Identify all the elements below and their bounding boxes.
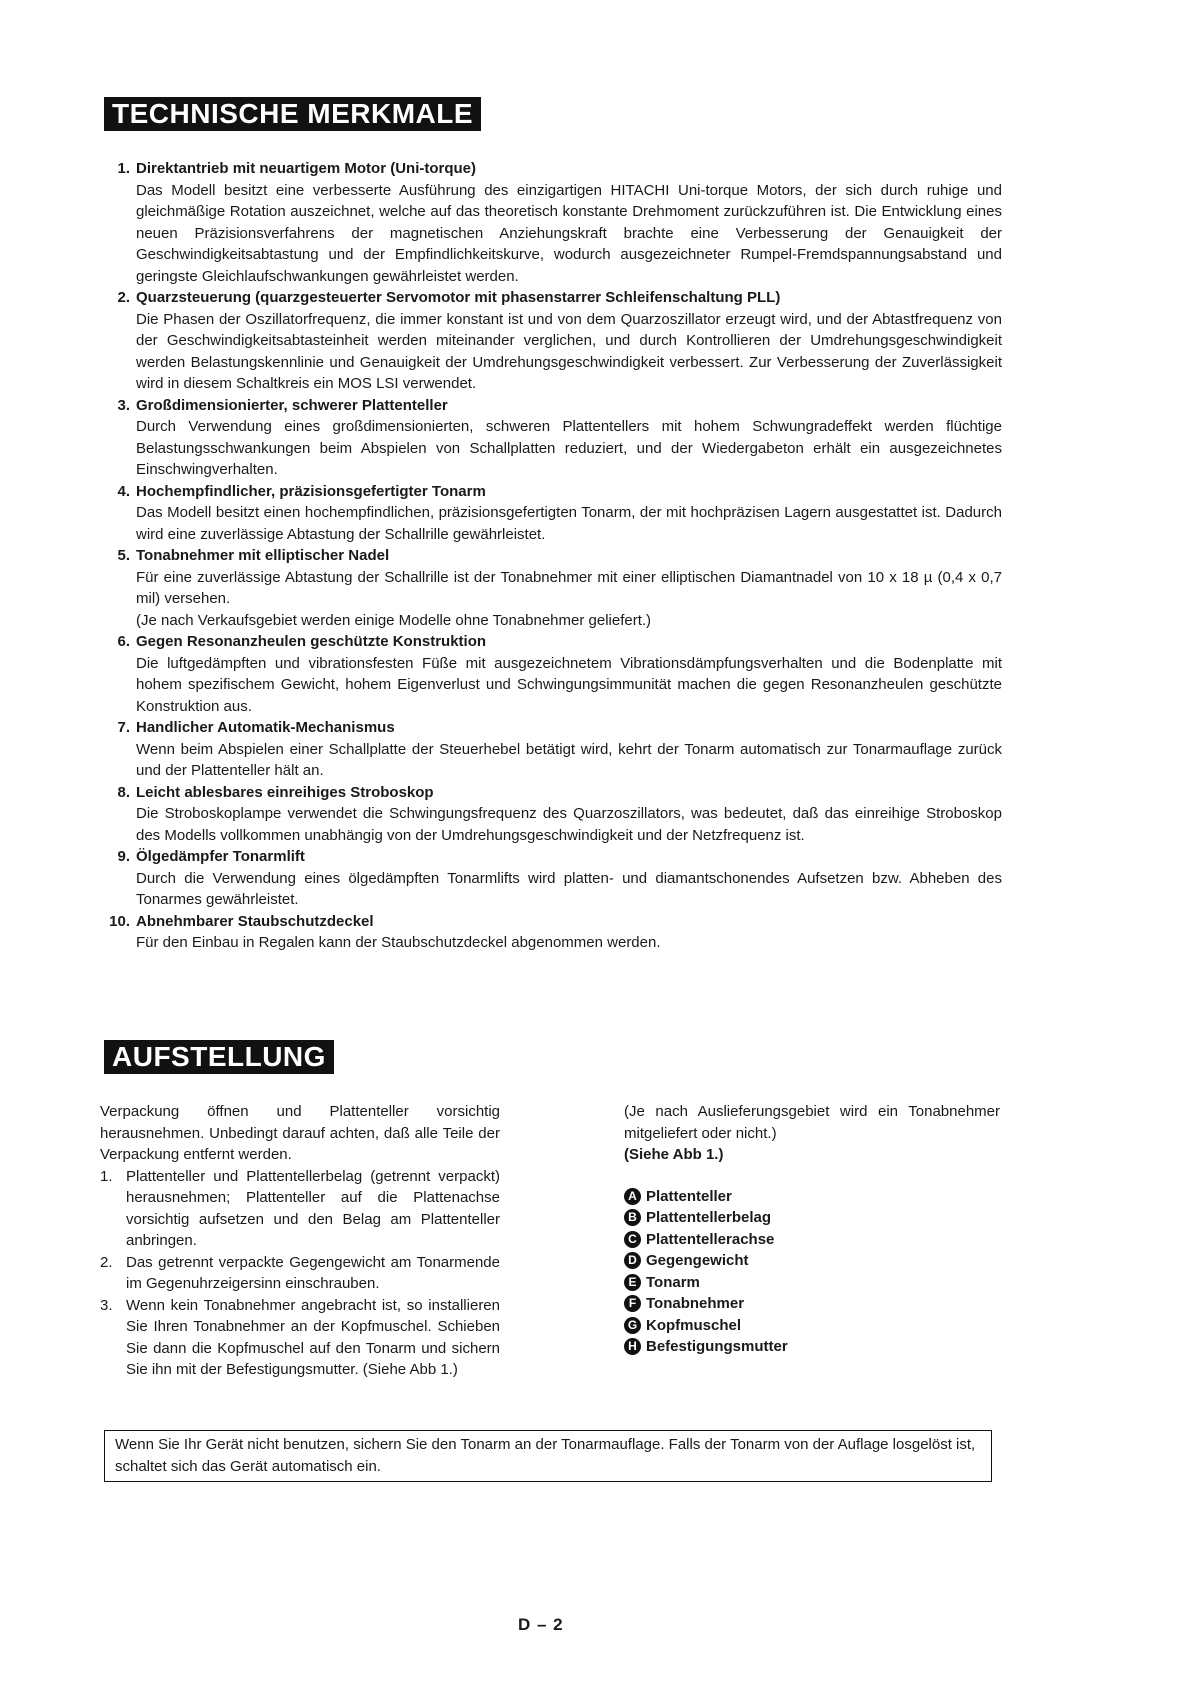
page-number: D – 2: [518, 1615, 564, 1634]
part-label: Plattentellerbelag: [646, 1209, 772, 1226]
feature-text: Durch Verwendung eines großdimensionierten, schweren Plattentellers mit hohem Schwungradeffekt werden flüchtige Belastungsschwankungen beim Abspielen von Schallplatten reduziert, und der Wiedergabeton erhält ein ausgezeichnetes Einschwingverhalten.: [136, 418, 1002, 478]
feature-text: Das Modell besitzt einen hochempfindlichen, präzisionsgefertigten Tonarm, der mit hochpräzisen Lagern ausgestattet ist. Dadurch wird eine zuverlässige Abtastung der Schallrille gewährleistet.: [136, 504, 1002, 543]
feature-text: Für den Einbau in Regalen kann der Staubschutzdeckel abgenommen werden.: [136, 934, 661, 951]
feature-item: [104, 911, 1002, 954]
setup-step: [100, 1252, 500, 1295]
feature-item: [104, 395, 1002, 481]
heading-aufstellung: AUFSTELLUNG: [104, 1040, 334, 1074]
letter-d-badge-icon: D: [624, 1252, 641, 1269]
figure-reference: (Siehe Abb 1.): [624, 1146, 724, 1163]
feature-number: 1.: [117, 160, 130, 177]
letter-g-badge-icon: G: [624, 1317, 641, 1334]
feature-number: 7.: [117, 719, 130, 736]
setup-step: [100, 1166, 500, 1252]
part-label: Befestigungsmutter: [646, 1338, 788, 1355]
feature-number: 5.: [117, 547, 130, 564]
part-label: Kopfmuschel: [646, 1316, 742, 1334]
feature-note: (Je nach Verkaufsgebiet werden einige Modelle ohne Tonabnehmer geliefert.): [136, 611, 652, 629]
feature-text: Die Stroboskoplampe verwendet die Schwingungsfrequenz des Quarzoszillators, was bedeutet, daß das einreihige Stroboskop des Modells vollkommen unabhängig von der Umdrehungsgeschwindigkeit und der Netzfrequenz ist.: [136, 805, 1002, 844]
parts-legend: [624, 1186, 1000, 1358]
feature-title: Handlicher Automatik-Mechanismus: [136, 719, 395, 736]
feature-item: [104, 631, 1002, 717]
feature-number: 4.: [117, 482, 130, 500]
setup-step: [100, 1295, 500, 1381]
feature-number: 6.: [117, 633, 130, 650]
feature-number: 9.: [117, 848, 130, 865]
feature-title: Gegen Resonanzheulen geschützte Konstruktion: [136, 633, 487, 650]
part-item: [624, 1207, 1000, 1229]
feature-list: [104, 158, 1002, 954]
letter-e-badge-icon: E: [624, 1274, 641, 1291]
step-text: Wenn kein Tonabnehmer angebracht ist, so installieren Sie Ihren Tonabnehmer an der Kopfmuschel. Schieben Sie dann die Kopfmuschel auf den Tonarm und sichern Sie ihn mit der Befestigungsmutter. (Siehe Abb 1.): [126, 1296, 500, 1378]
letter-b-badge-icon: B: [624, 1209, 641, 1226]
feature-title: Quarzsteuerung (quarzgesteuerter Servomotor mit phasenstarrer Schleifenschaltung PLL): [136, 289, 781, 306]
feature-number: 10.: [109, 912, 130, 930]
step-number: 2.: [100, 1253, 113, 1271]
step-text: Das getrennt verpackte Gegengewicht am Tonarmende im Gegenuhrzeigersinn einschrauben.: [126, 1253, 500, 1292]
feature-text: Durch die Verwendung eines ölgedämpften Tonarmlifts wird platten- und diamantschonendes Aufsetzen bzw. Abheben des Tonarmes gewährleistet.: [136, 869, 1002, 908]
feature-item: [104, 287, 1002, 395]
letter-c-badge-icon: C: [624, 1231, 641, 1248]
feature-title: Leicht ablesbares einreihiges Stroboskop: [136, 783, 434, 801]
feature-title: Ölgedämpfer Tonarmlift: [136, 848, 305, 865]
feature-item: [104, 717, 1002, 782]
part-item: [624, 1315, 1000, 1337]
feature-item: [104, 782, 1002, 847]
part-label: Tonabnehmer: [646, 1295, 745, 1312]
feature-item: [104, 158, 1002, 287]
feature-item: [104, 846, 1002, 911]
setup-instructions: [100, 1101, 500, 1381]
feature-text: Die luftgedämpften und vibrationsfesten Füße mit ausgezeichnetem Vibrationsdämpfungsverhalten und die Bodenplatte mit hohem spezifischem Gewicht, hohem Eigenverlust und Schwingungsimmunität machen die gegen Resonanzheulen geschützte Konstruktion aus.: [136, 654, 1002, 715]
feature-title: Direktantrieb mit neuartigem Motor (Uni-torque): [136, 160, 477, 177]
step-number: 3.: [100, 1296, 113, 1314]
setup-intro: Verpackung öffnen und Plattenteller vorsichtig herausnehmen. Unbedingt darauf achten, daß alle Teile der Verpackung entfernt werden.: [100, 1103, 500, 1163]
heading-technische-merkmale: TECHNISCHE MERKMALE: [104, 97, 481, 131]
feature-text: Für eine zuverlässige Abtastung der Schallrille ist der Tonabnehmer mit einer elliptischen Diamantnadel von 10 x 18 µ (0,4 x 0,7 mil) versehen.: [136, 568, 1002, 607]
feature-title: Abnehmbarer Staubschutzdeckel: [136, 912, 374, 930]
feature-text: Wenn beim Abspielen einer Schallplatte der Steuerhebel betätigt wird, kehrt der Tonarm automatisch zur Tonarmauflage zurück und der Plattenteller hält an.: [136, 740, 1002, 779]
letter-f-badge-icon: F: [624, 1295, 641, 1312]
part-item: [624, 1293, 1000, 1315]
part-item: [624, 1186, 1000, 1208]
feature-item: [104, 481, 1002, 546]
setup-parts-column: [624, 1101, 1000, 1358]
pickup-note: (Je nach Auslieferungsgebiet wird ein Tonabnehmer mitgeliefert oder nicht.): [624, 1103, 1000, 1142]
feature-text: Das Modell besitzt eine verbesserte Ausführung des einzigartigen HITACHI Uni-torque Motors, der sich durch ruhige und gleichmäßige Rotation auszeichnet, welche auf das theoretisch konstante Drehmoment zurückzuführen ist. Die Entwicklung eines neuen Präzisionsverfahrens der magnetischen Anziehungskraft brachte eine Verbesserung der Genauigkeit der Geschwindigkeitsabtastung und der Empfindlichkeitskurve, wodurch ausgezeichneter Rumpel-Fremdspannungsabstand und geringste Gleichlaufschwankungen gewährleistet werden.: [136, 181, 1002, 285]
tonearm-notice-box: Wenn Sie Ihr Gerät nicht benutzen, sichern Sie den Tonarm an der Tonarmauflage. Falls der Tonarm von der Auflage losgelöst ist, schaltet sich das Gerät automatisch ein.: [104, 1430, 992, 1482]
feature-title: Tonabnehmer mit elliptischer Nadel: [136, 547, 390, 564]
part-item: [624, 1272, 1000, 1294]
part-label: Plattentellerachse: [646, 1230, 775, 1248]
feature-number: 3.: [117, 396, 130, 414]
part-label: Plattenteller: [646, 1187, 732, 1205]
part-item: [624, 1336, 1000, 1358]
feature-item: [104, 545, 1002, 631]
step-number: 1.: [100, 1167, 113, 1185]
feature-title: Großdimensionierter, schwerer Plattenteller: [136, 396, 448, 414]
part-label: Gegengewicht: [646, 1252, 749, 1269]
feature-title: Hochempfindlicher, präzisionsgefertigter Tonarm: [136, 482, 486, 500]
part-item: [624, 1250, 1000, 1272]
step-text: Plattenteller und Plattentellerbelag (getrennt verpackt) herausnehmen; Plattenteller auf die Plattenachse vorsichtig aufsetzen und den Belag am Plattenteller anbringen.: [126, 1167, 500, 1249]
part-item: [624, 1229, 1000, 1251]
feature-number: 2.: [117, 289, 130, 306]
feature-number: 8.: [117, 783, 130, 801]
letter-a-badge-icon: A: [624, 1188, 641, 1205]
letter-h-badge-icon: H: [624, 1338, 641, 1355]
part-label: Tonarm: [646, 1273, 700, 1291]
feature-text: Die Phasen der Oszillatorfrequenz, die immer konstant ist und von dem Quarzoszillator erzeugt wird, und der Abtastfrequenz von der Geschwindigkeitsabtasteinheit werden miteinander verglichen, und durch Kontrollieren der Umdrehungsgeschwindigkeit werden Belastungskennlinie und Genauigkeit der Umdrehungsgeschwindigkeit verbessert. Zur Verbesserung der Zuverlässigkeit wird in diesem Schaltkreis ein MOS LSI verwendet.: [136, 310, 1002, 392]
